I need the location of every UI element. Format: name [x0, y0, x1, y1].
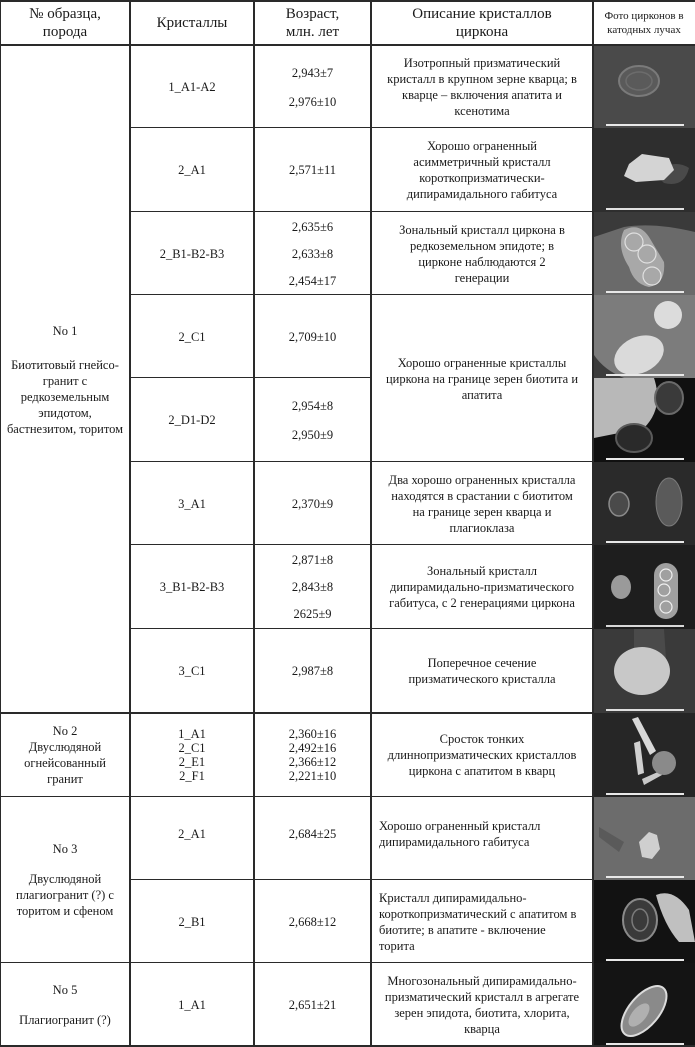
sample-rock: Двуслюдяной плагиогранит (?) с торитом и сфеном	[16, 872, 114, 918]
zircon-cl-photo	[594, 713, 695, 797]
crystal-id: 2_A1	[178, 826, 206, 841]
description-cell	[371, 963, 593, 1047]
column-divider	[370, 0, 372, 1047]
crystal-id: 3_B1-B2-B3	[159, 580, 225, 594]
row-divider	[130, 127, 593, 128]
row-divider	[130, 461, 593, 462]
column-divider	[592, 0, 594, 1047]
age-cell	[254, 128, 371, 212]
header-divider	[0, 44, 695, 46]
crystal-cell	[130, 212, 254, 295]
age-value: 2,684±25	[288, 826, 337, 841]
description-cell	[371, 797, 593, 880]
column-divider	[129, 0, 131, 1047]
crystal-cell	[130, 545, 254, 629]
age-value: 2625±9	[293, 607, 332, 621]
crystal-cell	[130, 46, 254, 128]
crystal-id: 2_F1	[179, 769, 205, 783]
row-divider	[130, 628, 593, 629]
crystal-id: 2_B1	[178, 914, 206, 929]
crystal-id: 2_E1	[178, 755, 206, 769]
crystal-cell	[130, 378, 254, 462]
crystal-cell	[130, 797, 254, 880]
zircon-cl-photo	[594, 295, 695, 378]
header-sample-text: № образца, порода	[29, 6, 101, 40]
age-cell	[254, 295, 371, 378]
zircon-cl-photo	[594, 46, 695, 128]
age-value: 2,954±8	[291, 398, 334, 413]
description-cell	[371, 545, 593, 629]
sample-number: No 3	[52, 842, 78, 856]
header-photo-text: Фото цирконов в катодных лучах	[604, 10, 684, 36]
age-cell	[254, 963, 371, 1047]
crystal-cell	[130, 295, 254, 378]
header-description	[371, 2, 593, 44]
sample-number: No 1	[52, 323, 78, 338]
crystal-id: 3_A1	[178, 496, 206, 511]
zircon-cl-photo	[594, 212, 695, 295]
crystal-id: 3_C1	[178, 664, 206, 678]
age-value: 2,871±8	[291, 553, 334, 567]
crystal-cell	[130, 713, 254, 797]
header-photo	[593, 2, 695, 44]
age-value: 2,668±12	[288, 914, 337, 929]
description-cell	[371, 880, 593, 963]
age-cell	[254, 462, 371, 545]
row-divider	[0, 962, 593, 963]
description-text: Хорошо ограненные кристаллы циркона на границе зерен биотита и апатита	[385, 355, 579, 402]
row-divider	[130, 879, 593, 880]
description-text: Многозональный дипирамидально-призматический кристалл в агрегате зерен эпидота, биотита, хлорита, кварца	[384, 974, 580, 1036]
age-value: 2,366±12	[288, 755, 337, 769]
sample-rock: Биотитовый гнейсо-гранит с редкоземельным эпидотом, бастнезитом, торитом	[6, 357, 124, 436]
row-divider	[0, 796, 593, 797]
description-cell	[371, 713, 593, 797]
description-cell	[371, 46, 593, 128]
description-cell	[371, 128, 593, 212]
age-value: 2,950±9	[291, 427, 334, 442]
zircon-cl-photo	[594, 880, 695, 963]
sample-cell	[0, 46, 130, 713]
row-divider	[130, 544, 593, 545]
age-cell	[254, 545, 371, 629]
age-value: 2,651±21	[288, 998, 337, 1012]
row-divider	[0, 712, 593, 714]
age-cell	[254, 629, 371, 713]
description-cell	[371, 295, 593, 462]
age-value: 2,221±10	[288, 769, 337, 783]
zircon-cl-photo	[594, 128, 695, 212]
crystal-cell	[130, 963, 254, 1047]
description-cell	[371, 629, 593, 713]
sample-number: No 2	[52, 724, 78, 738]
age-cell	[254, 212, 371, 295]
header-age	[254, 2, 371, 44]
sample-cell	[0, 713, 130, 797]
crystal-cell	[130, 629, 254, 713]
zircon-cl-photo	[594, 462, 695, 545]
zircon-cl-photo	[594, 378, 695, 462]
age-cell	[254, 797, 371, 880]
crystal-cell	[130, 128, 254, 212]
age-cell	[254, 880, 371, 963]
crystal-id: 1_A1	[178, 998, 206, 1012]
sample-rock: Двуслюдяной огнейсованный гранит	[24, 740, 106, 786]
header-crystals-text: Кристаллы	[156, 15, 228, 31]
row-divider	[130, 377, 371, 378]
age-value: 2,492±16	[288, 741, 337, 755]
description-cell	[371, 212, 593, 295]
crystal-id: 2_B1-B2-B3	[159, 246, 225, 261]
zircon-cl-photo	[594, 797, 695, 880]
crystal-id: 2_A1	[178, 163, 206, 177]
header-crystals	[130, 2, 254, 44]
description-text: Зональный кристалл дипирамидально-призматического габитуса, с 2 генерациями циркона	[389, 564, 575, 610]
description-text: Сросток тонких длиннопризматических кристаллов циркона с апатитом в кварц	[387, 732, 577, 778]
sample-rock: Плагиогранит (?)	[19, 1013, 111, 1027]
row-divider	[130, 294, 593, 295]
header-sample	[0, 2, 130, 44]
age-value: 2,370±9	[291, 496, 334, 511]
header-description-text: Описание кристаллов циркона	[412, 6, 552, 40]
description-text: Два хорошо ограненных кристалла находятся в срастании с биотитом на границе зерен кварца и плагиоклаза	[388, 472, 576, 535]
sample-cell	[0, 963, 130, 1047]
age-value: 2,987±8	[291, 664, 334, 678]
zircon-cl-photo	[594, 629, 695, 713]
age-value: 2,943±7	[291, 65, 334, 80]
age-value: 2,635±6	[291, 219, 334, 234]
column-divider	[253, 0, 255, 1047]
table-border-top	[0, 0, 695, 2]
description-text: Кристалл дипирамидально-короткопризматический с апатитом в биотите; в апатите - включение торита	[379, 890, 577, 953]
table-border-left	[0, 0, 1, 1047]
age-value: 2,454±17	[288, 273, 337, 288]
age-cell	[254, 713, 371, 797]
age-value: 2,633±8	[291, 246, 334, 261]
crystal-id: 2_D1-D2	[168, 413, 216, 427]
description-text: Изотропный призматический кристалл в крупном зерне кварца; в кварце – включения апатита и ксенотима	[387, 56, 577, 118]
description-text: Хорошо ограненный кристалл дипирамидального габитуса	[379, 818, 541, 849]
crystal-id: 2_C1	[178, 329, 206, 344]
age-value: 2,843±8	[291, 580, 334, 594]
age-cell	[254, 46, 371, 128]
age-value: 2,360±16	[288, 727, 337, 741]
age-cell	[254, 378, 371, 462]
zircon-cl-photo	[594, 963, 695, 1047]
description-text: Хорошо ограненный асимметричный кристалл короткопризматически-дипирамидального габитуса	[406, 139, 558, 201]
crystal-cell	[130, 462, 254, 545]
description-text: Зональный кристалл циркона в редкоземельном эпидоте; в цирконе наблюдаются 2 генерации	[399, 222, 565, 285]
sample-cell	[0, 797, 130, 963]
crystal-id: 1_A1	[178, 727, 206, 741]
zircon-cl-photo	[594, 545, 695, 629]
crystal-id: 2_C1	[178, 741, 206, 755]
crystal-id: 1_A1-A2	[168, 80, 216, 94]
header-age-text: Возраст, млн. лет	[285, 6, 340, 40]
sample-number: No 5	[52, 983, 78, 997]
age-value: 2,571±11	[288, 163, 337, 177]
crystal-cell	[130, 880, 254, 963]
description-cell	[371, 462, 593, 545]
row-divider	[130, 211, 593, 212]
age-value: 2,976±10	[288, 94, 337, 109]
age-value: 2,709±10	[288, 329, 337, 344]
description-text: Поперечное сечение призматического кристалла	[408, 656, 556, 686]
